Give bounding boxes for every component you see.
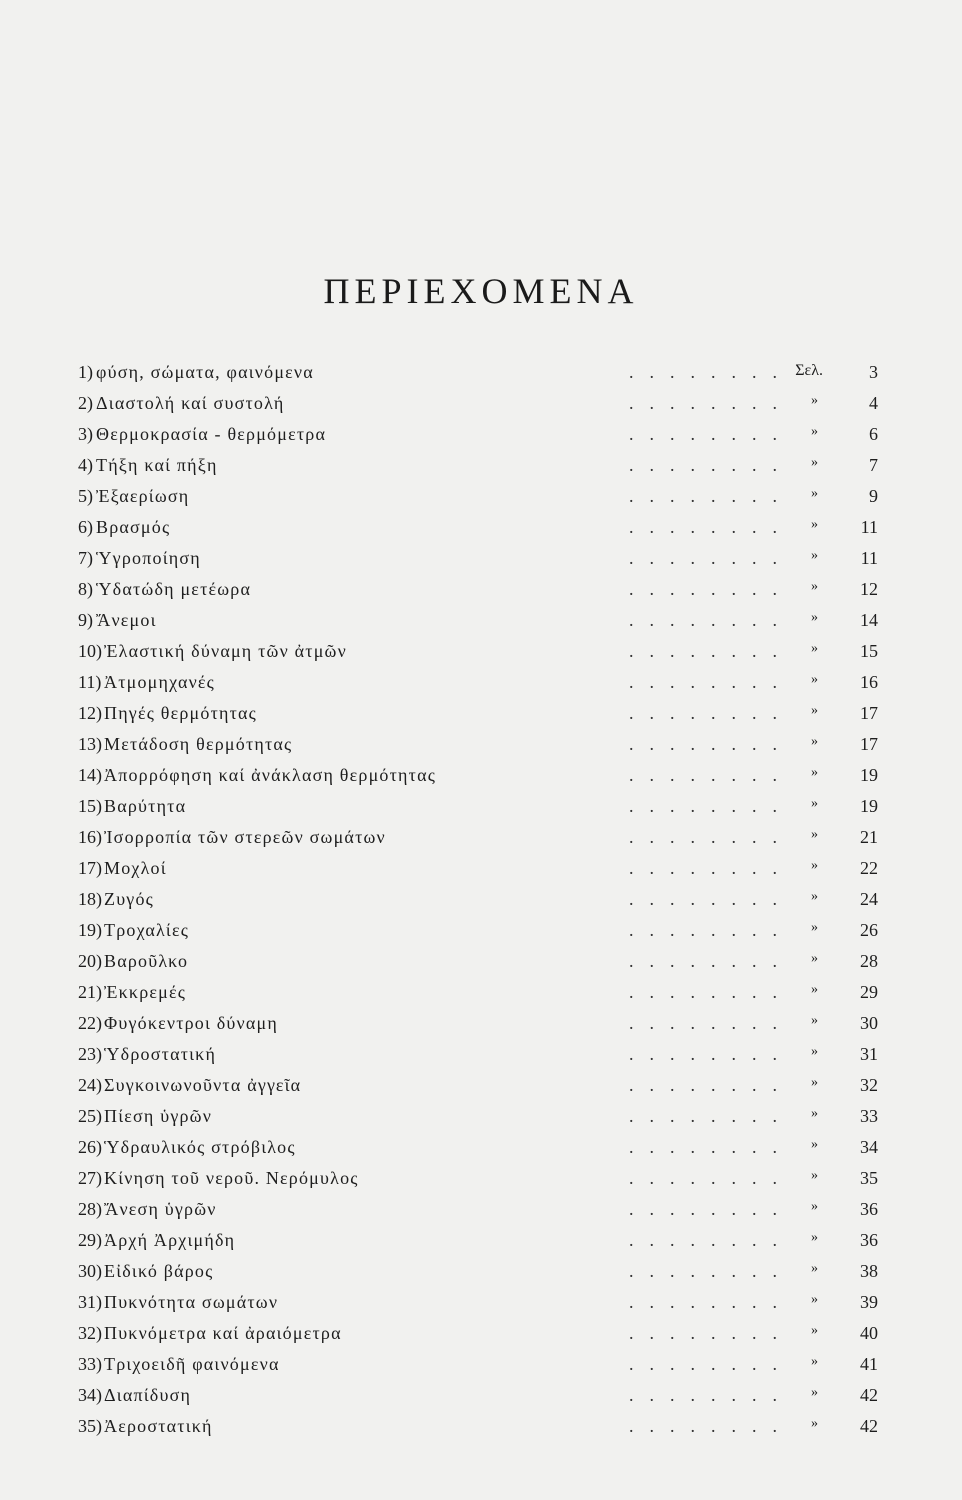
entry-page-number: 24 — [860, 889, 878, 909]
toc-entry — [78, 606, 878, 637]
entry-number: 7) — [78, 548, 93, 568]
entry-title: Διαπίδυση — [104, 1385, 192, 1405]
toc-entry — [78, 947, 878, 978]
entry-number: 4) — [78, 455, 93, 475]
entry-page-number: 36 — [860, 1199, 878, 1219]
toc-entry — [78, 544, 878, 575]
toc-entry — [78, 1288, 878, 1319]
entry-page-number: 42 — [860, 1385, 878, 1405]
entry-title: Ἐλαστική δύναμη τῶν ἀτμῶν — [104, 641, 347, 661]
entry-page-number: 7 — [869, 455, 878, 475]
entry-title: Ἰσορροπία τῶν στερεῶν σωμάτων — [104, 827, 386, 847]
toc-entry — [78, 637, 878, 668]
leader-dots: ........ — [629, 517, 793, 537]
leader-dots: ........ — [629, 1292, 793, 1312]
toc-entry — [78, 668, 878, 699]
ditto-mark: » — [811, 1168, 818, 1183]
entry-title: Ἄνεμοι — [96, 610, 157, 630]
entry-number: 35) — [78, 1416, 102, 1436]
ditto-mark: » — [811, 1137, 818, 1152]
ditto-mark: » — [811, 858, 818, 873]
leader-dots: ........ — [629, 548, 793, 568]
entry-page-number: 35 — [860, 1168, 878, 1188]
entry-page-number: 32 — [860, 1075, 878, 1095]
leader-dots: ........ — [629, 1044, 793, 1064]
leader-dots: ........ — [629, 486, 793, 506]
leader-dots: ........ — [629, 1168, 793, 1188]
entry-number: 17) — [78, 858, 102, 878]
leader-dots: ........ — [629, 455, 793, 475]
ditto-mark: » — [811, 610, 818, 625]
ditto-mark: » — [811, 703, 818, 718]
entry-number: 32) — [78, 1323, 102, 1343]
entry-title: Μετάδοση θερμότητας — [104, 734, 293, 754]
ditto-mark: » — [811, 827, 818, 842]
ditto-mark: » — [811, 1075, 818, 1090]
leader-dots: ........ — [629, 672, 793, 692]
entry-number: 18) — [78, 889, 102, 909]
entry-number: 8) — [78, 579, 93, 599]
leader-dots: ........ — [629, 765, 793, 785]
toc-entry — [78, 1102, 878, 1133]
leader-dots: ........ — [629, 858, 793, 878]
toc-entry — [78, 389, 878, 420]
leader-dots: ........ — [629, 1385, 793, 1405]
ditto-mark: » — [811, 1199, 818, 1214]
leader-dots: ........ — [629, 1354, 793, 1374]
entry-page-number: 11 — [860, 517, 878, 537]
ditto-mark: » — [811, 393, 818, 408]
entry-page-number: 41 — [860, 1354, 878, 1374]
entry-title: Κίνηση τοῦ νεροῦ. Νερόμυλος — [104, 1168, 359, 1188]
ditto-mark: » — [811, 1261, 818, 1276]
entry-page-number: 21 — [860, 827, 878, 847]
entry-title: Βρασμός — [96, 517, 171, 537]
entry-number: 14) — [78, 765, 102, 785]
toc-entry — [78, 451, 878, 482]
entry-page-number: 12 — [860, 579, 878, 599]
toc-entry — [78, 1350, 878, 1381]
entry-title: Βαροῦλκο — [104, 951, 189, 971]
entry-number: 23) — [78, 1044, 102, 1064]
entry-title: Πυκνότητα σωμάτων — [104, 1292, 279, 1312]
toc-entry — [78, 513, 878, 544]
leader-dots: ........ — [629, 393, 793, 413]
toc-entry — [78, 885, 878, 916]
entry-title: Πηγές θερμότητας — [104, 703, 258, 723]
entry-page-number: 34 — [860, 1137, 878, 1157]
entry-page-number: 31 — [860, 1044, 878, 1064]
entry-number: 27) — [78, 1168, 102, 1188]
entry-title: Τροχαλίες — [104, 920, 190, 940]
leader-dots: ........ — [629, 1137, 793, 1157]
ditto-mark: » — [811, 486, 818, 501]
entry-page-number: 9 — [869, 486, 878, 506]
toc-entry — [78, 1071, 878, 1102]
entry-page-number: 19 — [860, 796, 878, 816]
ditto-mark: » — [811, 889, 818, 904]
ditto-mark: » — [811, 1106, 818, 1121]
entry-page-number: 30 — [860, 1013, 878, 1033]
entry-title: Τήξη καί πήξη — [96, 455, 218, 475]
entry-number: 19) — [78, 920, 102, 940]
leader-dots: ........ — [629, 1416, 793, 1436]
toc-entry — [78, 730, 878, 761]
entry-page-number: 19 — [860, 765, 878, 785]
entry-number: 5) — [78, 486, 93, 506]
entry-number: 31) — [78, 1292, 102, 1312]
leader-dots: ........ — [629, 1261, 793, 1281]
toc-entry — [78, 761, 878, 792]
leader-dots: ........ — [629, 889, 793, 909]
toc-entry — [78, 1412, 878, 1443]
entry-title: Πίεση ὑγρῶν — [104, 1106, 213, 1126]
ditto-mark: » — [811, 1385, 818, 1400]
entry-page-number: 36 — [860, 1230, 878, 1250]
entry-number: 2) — [78, 393, 93, 413]
ditto-mark: » — [811, 548, 818, 563]
toc-entry — [78, 978, 878, 1009]
ditto-mark: » — [811, 672, 818, 687]
entry-number: 26) — [78, 1137, 102, 1157]
entry-number: 11) — [78, 672, 102, 692]
ditto-mark: » — [811, 920, 818, 935]
entry-title: Ζυγός — [104, 889, 154, 909]
entry-title: Θερμοκρασία - θερμόμετρα — [96, 424, 327, 444]
toc-entry — [78, 482, 878, 513]
entry-title: Βαρύτητα — [104, 796, 187, 816]
leader-dots: ........ — [629, 1230, 793, 1250]
ditto-mark: » — [811, 1044, 818, 1059]
entry-number: 29) — [78, 1230, 102, 1250]
entry-title: Μοχλοί — [104, 858, 167, 878]
leader-dots: ........ — [629, 703, 793, 723]
leader-dots: ........ — [629, 1075, 793, 1095]
entry-title: Ὑγροποίηση — [96, 548, 201, 568]
page-title: ΠΕΡΙΕΧΟΜΕΝΑ — [323, 271, 639, 311]
toc-entry — [78, 1226, 878, 1257]
entry-number: 12) — [78, 703, 102, 723]
ditto-mark: » — [811, 1230, 818, 1245]
entry-page-number: 39 — [860, 1292, 878, 1312]
ditto-mark: » — [811, 734, 818, 749]
leader-dots: ........ — [629, 951, 793, 971]
leader-dots: ........ — [629, 1199, 793, 1219]
ditto-mark: » — [811, 951, 818, 966]
entry-title: Ἀρχή Ἀρχιμήδη — [104, 1230, 236, 1250]
entry-title: Ἀτμομηχανές — [104, 672, 215, 692]
toc-entry — [78, 823, 878, 854]
entry-title: Ἀεροστατική — [104, 1416, 213, 1436]
toc-entry — [78, 1133, 878, 1164]
entry-number: 22) — [78, 1013, 102, 1033]
entry-number: 3) — [78, 424, 93, 444]
entry-page-number: 33 — [860, 1106, 878, 1126]
entry-number: 16) — [78, 827, 102, 847]
leader-dots: ........ — [629, 641, 793, 661]
toc-entry — [78, 1195, 878, 1226]
entry-page-number: 16 — [860, 672, 878, 692]
leader-dots: ........ — [629, 920, 793, 940]
entry-page-number: 14 — [860, 610, 878, 630]
entry-page-number: 38 — [860, 1261, 878, 1281]
entry-title: Ἐκκρεμές — [104, 982, 187, 1002]
entry-title: Φυγόκεντροι δύναμη — [104, 1013, 278, 1033]
toc-entry — [78, 358, 878, 389]
toc-entry — [78, 1009, 878, 1040]
entry-title: Ὑδραυλικός στρόβιλος — [104, 1137, 296, 1157]
entry-number: 30) — [78, 1261, 102, 1281]
entry-page-number: 29 — [860, 982, 878, 1002]
toc-entry — [78, 699, 878, 730]
entry-page-number: 40 — [860, 1323, 878, 1343]
leader-dots: ........ — [629, 1106, 793, 1126]
toc-entry — [78, 1257, 878, 1288]
toc-entry — [78, 1319, 878, 1350]
entry-number: 20) — [78, 951, 102, 971]
entry-number: 9) — [78, 610, 93, 630]
entry-number: 10) — [78, 641, 102, 661]
leader-dots: ........ — [629, 1013, 793, 1033]
entry-page-number: 11 — [860, 548, 878, 568]
ditto-mark: » — [811, 517, 818, 532]
toc-entry — [78, 420, 878, 451]
ditto-mark: » — [811, 641, 818, 656]
entry-title: Ὑδατώδη μετέωρα — [96, 579, 252, 599]
ditto-mark: » — [811, 455, 818, 470]
entry-title: Πυκνόμετρα καί ἀραιόμετρα — [104, 1323, 342, 1343]
entry-page-number: 17 — [860, 703, 878, 723]
entry-number: 15) — [78, 796, 102, 816]
ditto-mark: » — [811, 796, 818, 811]
ditto-mark: » — [811, 765, 818, 780]
entry-number: 24) — [78, 1075, 102, 1095]
leader-dots: ........ — [629, 796, 793, 816]
entry-page-number: 4 — [869, 393, 878, 413]
toc-entry — [78, 1164, 878, 1195]
leader-dots: ........ — [629, 424, 793, 444]
toc-entry — [78, 1381, 878, 1412]
entry-page-number: 6 — [869, 424, 878, 444]
entry-number: 34) — [78, 1385, 102, 1405]
entry-number: 21) — [78, 982, 102, 1002]
table-of-contents — [78, 358, 878, 1443]
entry-title: Τριχοειδῆ φαινόμενα — [104, 1354, 280, 1374]
ditto-mark: » — [811, 1013, 818, 1028]
leader-dots: ........ — [629, 734, 793, 754]
entry-title: Διαστολή καί συστολή — [96, 393, 285, 413]
leader-dots: ........ — [629, 579, 793, 599]
ditto-mark: » — [811, 424, 818, 439]
entry-title: Εἰδικό βάρος — [104, 1261, 214, 1281]
leader-dots: ........ — [629, 982, 793, 1002]
entry-page-number: 26 — [860, 920, 878, 940]
leader-dots: ........ — [629, 827, 793, 847]
leader-dots: ........ — [629, 610, 793, 630]
entry-page-number: 42 — [860, 1416, 878, 1436]
entry-page-number: 3 — [869, 362, 878, 382]
entry-page-number: 17 — [860, 734, 878, 754]
entry-page-number: 22 — [860, 858, 878, 878]
toc-entry — [78, 854, 878, 885]
entry-number: 28) — [78, 1199, 102, 1219]
ditto-mark: » — [811, 982, 818, 997]
toc-entry — [78, 1040, 878, 1071]
leader-dots: ........ — [629, 362, 793, 382]
entry-title: Ἄνεση ὑγρῶν — [104, 1199, 217, 1219]
ditto-mark: » — [811, 1292, 818, 1307]
ditto-mark: » — [811, 1354, 818, 1369]
entry-page-number: 28 — [860, 951, 878, 971]
ditto-mark: » — [811, 579, 818, 594]
entry-title: φύση, σώματα, φαινόμενα — [96, 362, 314, 382]
ditto-mark: » — [811, 1323, 818, 1338]
toc-entry — [78, 916, 878, 947]
entry-title: Ὑδροστατική — [104, 1044, 217, 1064]
entry-number: 6) — [78, 517, 93, 537]
entry-number: 1) — [78, 362, 93, 382]
entry-title: Ἀπορρόφηση καί ἀνάκλαση θερμότητας — [104, 765, 437, 785]
entry-title: Ἐξαερίωση — [96, 486, 190, 506]
entry-number: 33) — [78, 1354, 102, 1374]
ditto-mark: » — [811, 1416, 818, 1431]
entry-number: 13) — [78, 734, 102, 754]
toc-entry — [78, 792, 878, 823]
leader-dots: ........ — [629, 1323, 793, 1343]
entry-number: 25) — [78, 1106, 102, 1126]
entry-title: Συγκοινωνοῦντα ἀγγεῖα — [104, 1075, 302, 1095]
page-label: Σελ. — [795, 362, 823, 379]
toc-entry — [78, 575, 878, 606]
entry-page-number: 15 — [860, 641, 878, 661]
